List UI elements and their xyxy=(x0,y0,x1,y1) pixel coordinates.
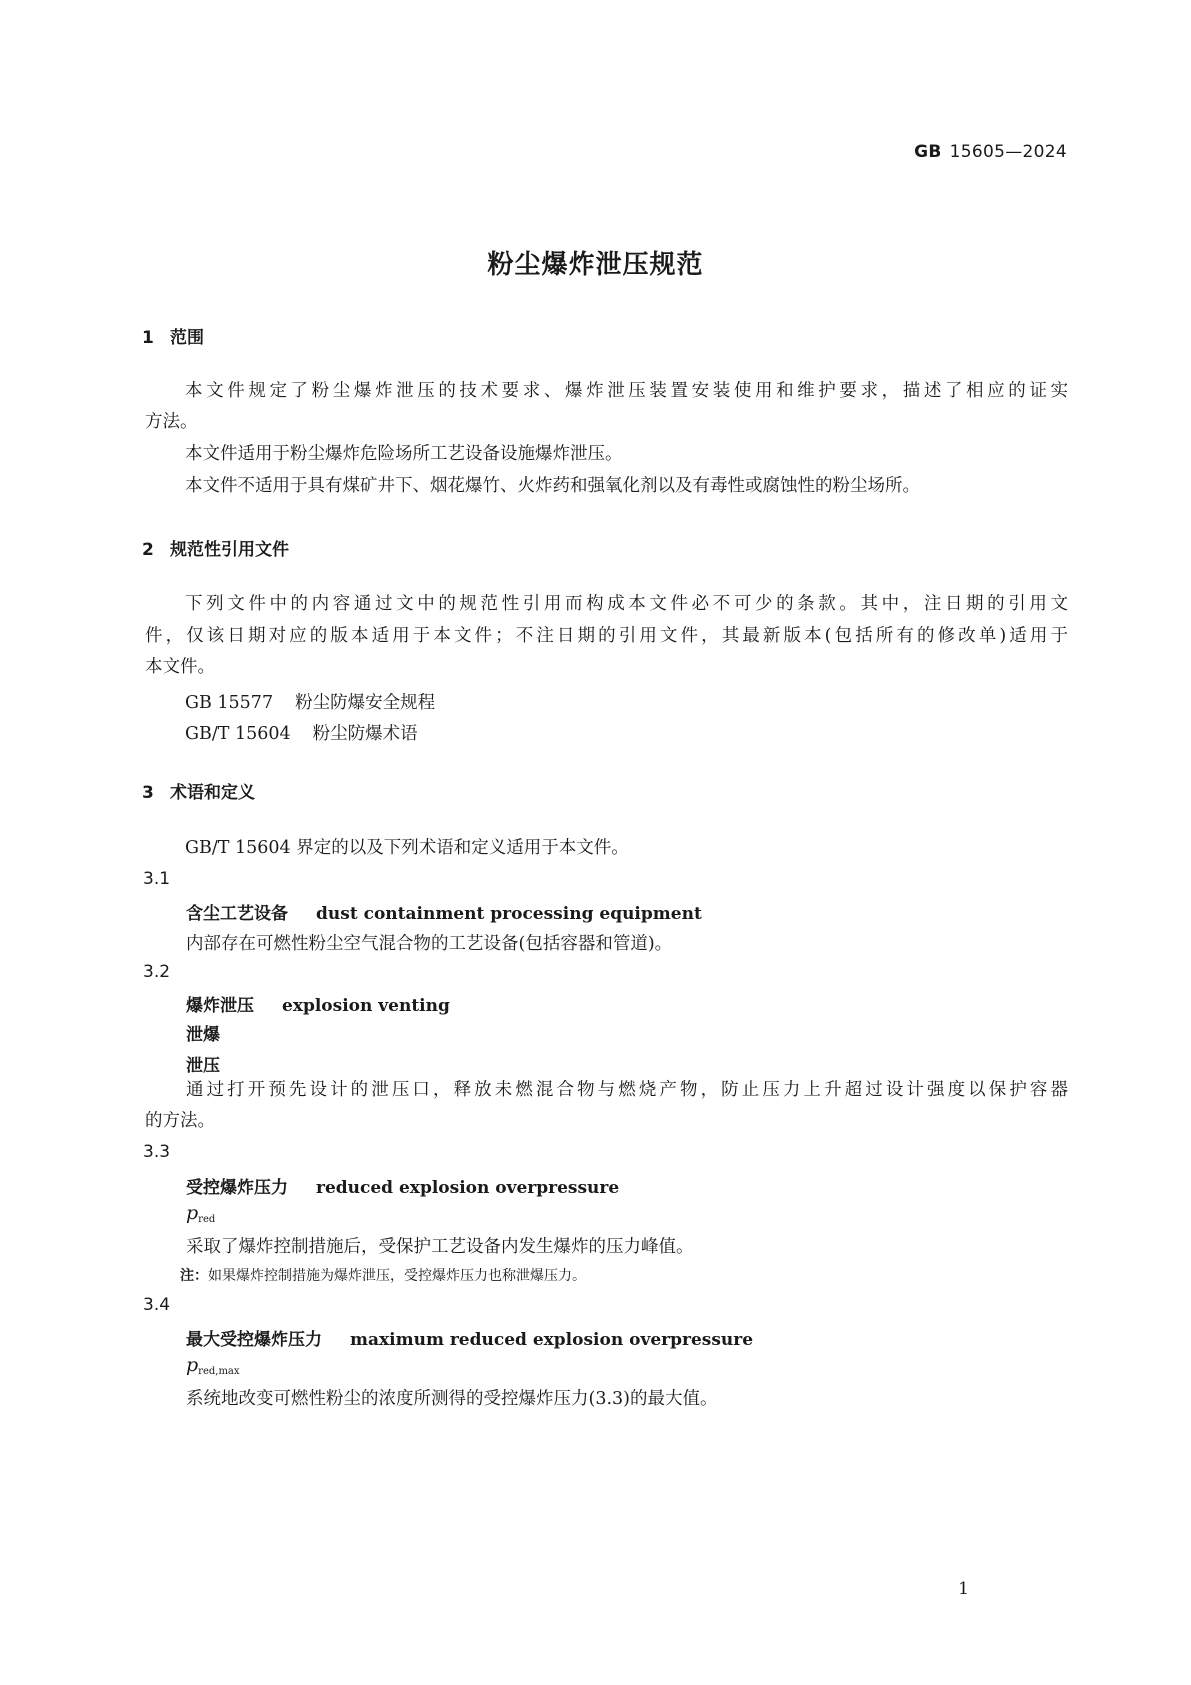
term-english: dust containment processing equipment xyxy=(316,904,702,924)
section-title: 规范性引用文件 xyxy=(170,540,289,560)
clause-number: 3.1 xyxy=(143,869,171,889)
term-definition: 采取了爆炸控制措施后，受保护工艺设备内发生爆炸的压力峰值。 xyxy=(186,1237,694,1257)
terms-intro: GB/T 15604 界定的以及下列术语和定义适用于本文件。 xyxy=(185,838,629,858)
term-entry xyxy=(186,991,450,1016)
term-english: reduced explosion overpressure xyxy=(316,1178,620,1198)
section-number: 3 xyxy=(142,783,154,803)
clause-number: 3.3 xyxy=(143,1142,171,1162)
reference-item xyxy=(185,689,435,714)
term-english: explosion venting xyxy=(282,996,450,1016)
term-entry xyxy=(186,1173,619,1198)
standard-code xyxy=(914,142,1067,162)
term-symbol xyxy=(186,1354,240,1377)
symbol-subscript: red,max xyxy=(198,1366,240,1377)
scope-paragraph-2: 本文件适用于粉尘爆炸危险场所工艺设备设施爆炸泄压。 xyxy=(185,444,623,464)
term-english: maximum reduced explosion overpressure xyxy=(350,1330,754,1350)
scope-paragraph-1-line-2: 方法。 xyxy=(145,412,198,432)
clause-number: 3.4 xyxy=(143,1295,171,1315)
reference-title: 粉尘防爆术语 xyxy=(312,724,418,744)
term-definition: 内部存在可燃性粉尘空气混合物的工艺设备(包括容器和管道)。 xyxy=(186,934,673,954)
term-chinese: 受控爆炸压力 xyxy=(186,1178,288,1198)
reference-code: GB 15577 xyxy=(185,693,274,713)
scope-paragraph-1-line-1: 本文件规定了粉尘爆炸泄压的技术要求、爆炸泄压装置安装使用和维护要求，描述了相应的证实 xyxy=(185,381,1068,401)
symbol-subscript: red xyxy=(198,1214,216,1225)
section-title: 术语和定义 xyxy=(170,783,255,803)
note-text: 如果爆炸控制措施为爆炸泄压，受控爆炸压力也称泄爆压力。 xyxy=(208,1268,586,1284)
page-number: 1 xyxy=(958,1579,969,1599)
normative-references-line-1: 下列文件中的内容通过文中的规范性引用而构成本文件必不可少的条款。其中，注日期的引用文 xyxy=(185,594,1068,614)
term-symbol xyxy=(186,1202,215,1225)
symbol-letter: p xyxy=(186,1354,199,1376)
section-title: 范围 xyxy=(170,328,204,348)
normative-references-line-2: 件，仅该日期对应的版本适用于本文件；不注日期的引用文件，其最新版本(包括所有的修改单)适用于 xyxy=(145,626,1068,646)
section-number: 2 xyxy=(142,540,154,560)
standard-code-number: 15605—2024 xyxy=(949,142,1067,162)
section-3-heading xyxy=(142,778,255,803)
admitted-term: 泄爆 xyxy=(186,1025,220,1045)
term-definition: 系统地改变可燃性粉尘的浓度所测得的受控爆炸压力(3.3)的最大值。 xyxy=(186,1389,718,1409)
clause-number: 3.2 xyxy=(143,962,171,982)
reference-code: GB/T 15604 xyxy=(185,724,291,744)
term-chinese: 爆炸泄压 xyxy=(186,996,254,1016)
standard-code-prefix: GB xyxy=(914,142,942,162)
admitted-term: 泄压 xyxy=(186,1056,220,1076)
term-chinese: 含尘工艺设备 xyxy=(186,904,288,924)
term-definition-line-1: 通过打开预先设计的泄压口，释放未燃混合物与燃烧产物，防止压力上升超过设计强度以保护容器 xyxy=(186,1080,1068,1100)
reference-title: 粉尘防爆安全规程 xyxy=(295,693,436,713)
term-definition-line-2: 的方法。 xyxy=(145,1111,215,1131)
section-2-heading xyxy=(142,535,289,560)
symbol-letter: p xyxy=(186,1202,199,1224)
term-chinese: 最大受控爆炸压力 xyxy=(186,1330,322,1350)
note-label: 注： xyxy=(180,1268,208,1284)
term-entry xyxy=(186,899,702,924)
normative-references-line-3: 本文件。 xyxy=(145,657,215,677)
term-entry xyxy=(186,1325,753,1350)
reference-item xyxy=(185,720,418,745)
section-number: 1 xyxy=(142,328,154,348)
section-1-heading xyxy=(142,323,204,348)
document-title: 粉尘爆炸泄压规范 xyxy=(487,250,704,280)
scope-paragraph-3: 本文件不适用于具有煤矿井下、烟花爆竹、火炸药和强氧化剂以及有毒性或腐蚀性的粉尘场所。 xyxy=(185,476,920,496)
term-note xyxy=(180,1265,586,1285)
